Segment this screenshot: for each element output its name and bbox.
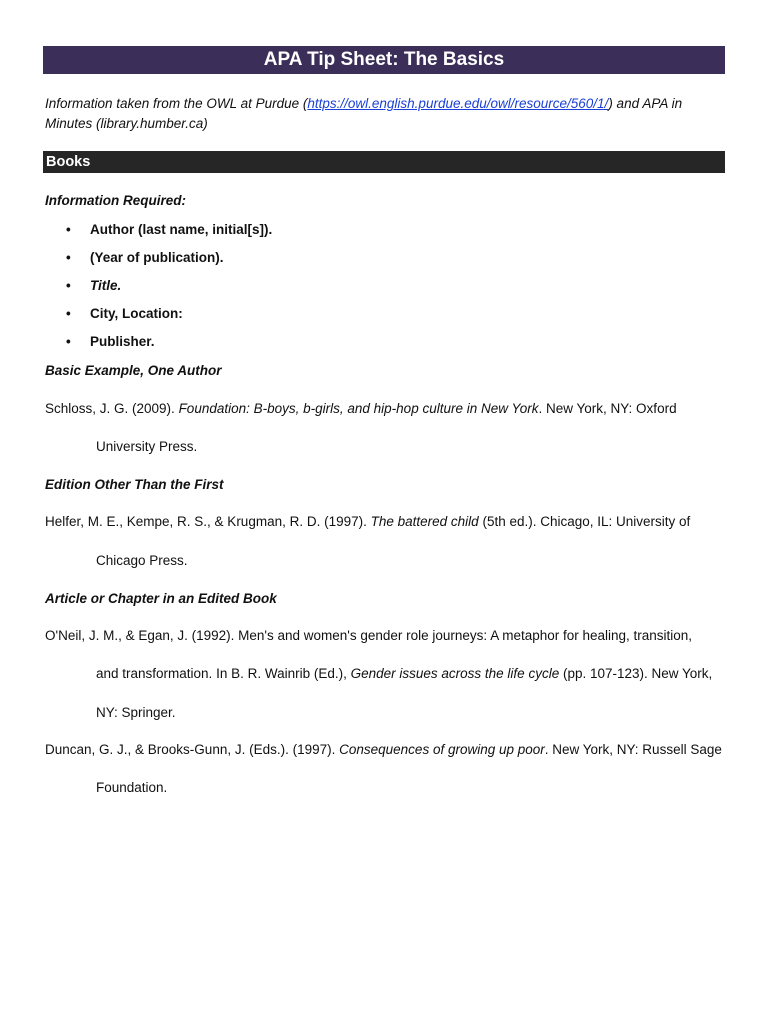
citation-oneil-line-3: NY: Springer. [96, 705, 176, 720]
example-heading-one-author: Basic Example, One Author [45, 363, 222, 378]
citation-text: . New York, NY: Oxford [538, 401, 677, 416]
intro-text [45, 94, 725, 134]
citation-text: and transformation. In B. R. Wainrib (Ed.), [96, 666, 351, 681]
bullet-icon: • [66, 222, 71, 237]
citation-helfer [45, 513, 690, 531]
intro-after-link: ) and APA in [608, 96, 683, 111]
citation-duncan-continued: Foundation. [96, 780, 168, 795]
info-item-publisher: Publisher. [90, 334, 155, 349]
intro-line-2: Minutes (library.humber.ca) [45, 116, 208, 131]
citation-oneil-line-2 [96, 665, 712, 683]
citation-text: Duncan, G. J., & Brooks-Gunn, J. (Eds.). (1997). [45, 742, 340, 757]
bullet-icon: • [66, 250, 71, 265]
info-item-year: (Year of publication). [90, 250, 224, 265]
citation-text: . New York, NY: Russell Sage [544, 742, 722, 757]
citation-title: Gender issues across the life cycle [350, 666, 560, 681]
citation-text: Helfer, M. E., Kempe, R. S., & Krugman, R. D. (1997). [45, 514, 371, 529]
info-required-heading: Information Required: [45, 193, 186, 208]
citation-text: (pp. 107-123). New York, [559, 666, 713, 681]
info-item-city: City, Location: [90, 306, 183, 321]
bullet-icon: • [66, 278, 71, 293]
citation-text: (5th ed.). Chicago, IL: University of [478, 514, 691, 529]
example-heading-edited-book: Article or Chapter in an Edited Book [45, 591, 277, 606]
citation-title: Foundation: B-boys, b-girls, and hip-hop culture in New York [178, 401, 539, 416]
citation-duncan [45, 741, 722, 759]
page-title: APA Tip Sheet: The Basics [43, 46, 725, 74]
bullet-icon: • [66, 334, 71, 349]
citation-text: Schloss, J. G. (2009). [45, 401, 179, 416]
owl-purdue-link[interactable]: https://owl.english.purdue.edu/owl/resource/560/1/ [307, 96, 609, 111]
info-item-title: Title. [90, 278, 122, 293]
citation-title: The battered child [370, 514, 479, 529]
citation-title: Consequences of growing up poor [339, 742, 545, 757]
bullet-icon: • [66, 306, 71, 321]
citation-helfer-continued: Chicago Press. [96, 553, 188, 568]
citation-oneil: O'Neil, J. M., & Egan, J. (1992). Men's and women's gender role journeys: A metaphor for healing, transition, [45, 628, 693, 643]
section-heading-books: Books [43, 151, 725, 173]
example-heading-edition: Edition Other Than the First [45, 477, 224, 492]
intro-before-link: Information taken from the OWL at Purdue ( [45, 96, 308, 111]
citation-schloss [45, 400, 677, 418]
info-item-author: Author (last name, initial[s]). [90, 222, 273, 237]
citation-schloss-continued: University Press. [96, 439, 198, 454]
